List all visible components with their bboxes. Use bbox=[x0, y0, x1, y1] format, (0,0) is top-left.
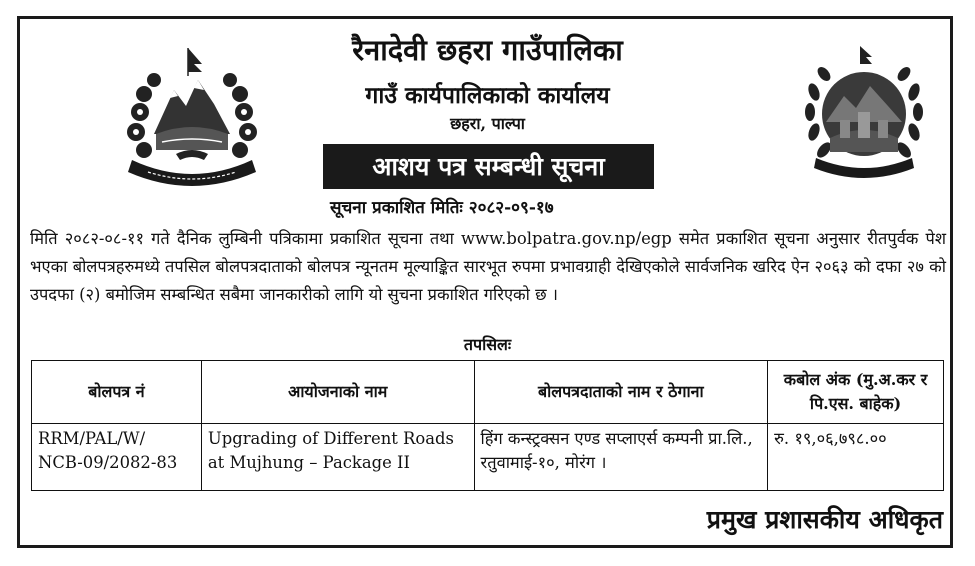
table-header-row bbox=[32, 361, 944, 424]
bid-award-table bbox=[31, 360, 944, 491]
office-address: छहरा, पाल्पा bbox=[450, 114, 525, 133]
details-heading: तपसिलः bbox=[463, 335, 512, 354]
bidder-cell: हिंग कन्स्ट्रक्सन एण्ड सप्लाएर्स कम्पनी प्रा.लि., रतुवामाई-१०, मोरंग । bbox=[474, 424, 768, 491]
project-name-cell: Upgrading of Different Roads at Mujhung – Package II bbox=[201, 424, 474, 491]
municipality-name: रैनादेवी छहरा गाउँपालिका bbox=[352, 33, 623, 67]
office-name: गाउँ कार्यपालिकाको कार्यालय bbox=[365, 82, 610, 109]
column-header-bidder-name-address: बोलपत्रदाताको नाम र ठेगाना bbox=[474, 361, 768, 424]
column-header-bid-amount: कबोल अंक (मु.अ.कर र पि.एस. बाहेक) bbox=[768, 361, 944, 424]
notice-title-banner: आशय पत्र सम्बन्धी सूचना bbox=[323, 144, 654, 189]
column-header-bid-number: बोलपत्र नं bbox=[32, 361, 202, 424]
column-header-project-name: आयोजनाको नाम bbox=[201, 361, 474, 424]
table-row bbox=[32, 424, 944, 491]
bid-number-cell: RRM/PAL/W/ NCB-09/2082-83 bbox=[32, 424, 202, 491]
notice-paragraph: मिति २०८२-०८-११ गते दैनिक लुम्बिनी पत्रिकामा प्रकाशित सूचना तथा www.bolpatra.gov.np/egp समेत प्रकाशित सूचना अनुसार रीतपुर्वक पेश भएका बोलपत्रहरुमध्ये तपसिल बोलपत्रदाताको बोलपत्र न्यूनतम मूल्याङ्कित सारभूत रुपमा प्रभावग्राही देखिएकोले सार्वजनिक खरिद ऐन २०६३ को दफा २७ को उपदफा (२) बमोजिम सम्बन्धित सबैमा जानकारीको लागि यो सुचना प्रकाशित गरिएको छ । bbox=[30, 229, 946, 304]
publish-date: सूचना प्रकाशित मितिः २०८२-०९-१७ bbox=[330, 198, 554, 218]
bid-amount-cell: रु. १९,०६,७९८.०० bbox=[768, 424, 944, 491]
signatory-title: प्रमुख प्रशासकीय अधिकृत bbox=[706, 505, 943, 534]
